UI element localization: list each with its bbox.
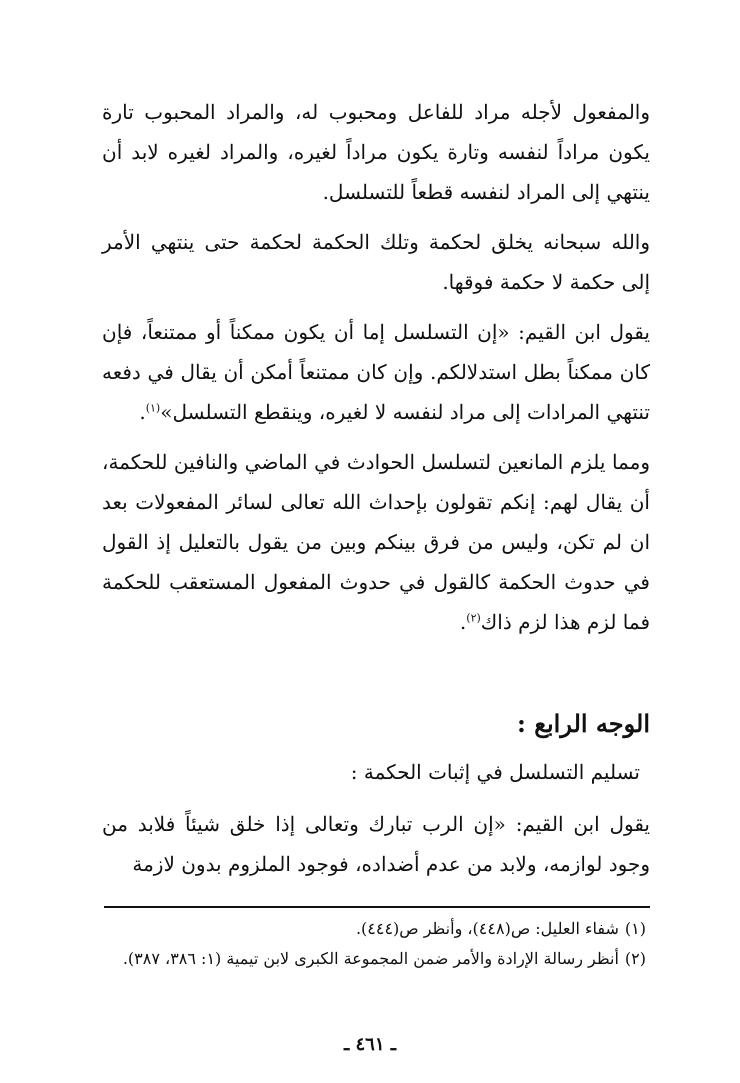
footnote-ref-1[interactable]: (١) (145, 401, 161, 415)
page-number: ـ ٤٦١ ـ (343, 1034, 397, 1055)
footnote-1-text: شفاء العليل: ص(٤٤٨)، وأنظر ص(٤٤٤). (355, 919, 619, 938)
footnote-2-number: (٢) (624, 949, 646, 968)
footnote-2-text: أنظر رسالة الإرادة والأمر ضمن المجموعة الكبرى لابن تيمية (١: ٣٨٦، ٣٨٧). (122, 949, 619, 968)
paragraph-3 (102, 312, 650, 432)
section-fourth-aspect (102, 702, 650, 884)
paragraph-1: والمفعول لأجله مراد للفاعل ومحبوب له، والمراد المحبوب تارة يكون مراداً لنفسه وتارة يكون مراداً لغيره، والمراد لغيره لابد أن ينتهي إلى المراد لنفسه قطعاً للتسلسل. (102, 100, 650, 204)
footnotes (104, 914, 650, 974)
footnote-1 (104, 914, 650, 944)
footnote-1-number: (١) (624, 919, 646, 938)
paragraph-2: والله سبحانه يخلق لحكمة وتلك الحكمة لحكمة حتى ينتهي الأمر إلى حكمة لا حكمة فوقها. (102, 230, 650, 294)
page-body (102, 92, 650, 894)
paragraph-3-end: . (139, 400, 146, 424)
footnote-2 (104, 944, 650, 974)
footnote-divider (104, 906, 650, 908)
section-heading: الوجه الرابع : (517, 709, 650, 738)
section-paragraph: يقول ابن القيم: «إن الرب تبارك وتعالى إذا خلق شيئاً فلابد من وجود لوازمه، ولابد من عدم أضداده، فوجود الملزوم بدون لازمة (102, 812, 650, 876)
paragraph-4-end: . (459, 610, 467, 634)
paragraph-4-text: ومما يلزم المانعين لتسلسل الحوادث في الماضي والنافين للحكمة، أن يقال لهم: إنكم تقولون بإحداث الله تعالى لسائر المفعولات بعد ان لم تكن، وليس من فرق بينكم وبين من يقول بالتعليل إذ القول في حدوث الحكمة كالقول في حدوث المفعول المستعقب للحكمة فما لزم هذا لزم ذاك (102, 450, 650, 634)
section-subheading: تسليم التسلسل في إثبات الحكمة : (350, 760, 640, 784)
footnote-ref-2[interactable]: (٢) (466, 611, 481, 625)
paragraph-3-text: يقول ابن القيم: «إن التسلسل إما أن يكون ممكناً أو ممتنعاً، فإن كان ممكناً بطل استدلالكم. وإن كان ممتنعاً أمكن أن يقال في دفعه تنتهي المرادات إلى مراد لنفسه لا لغيره، وينقطع التسلسل» (102, 320, 650, 424)
paragraph-4 (102, 442, 650, 642)
